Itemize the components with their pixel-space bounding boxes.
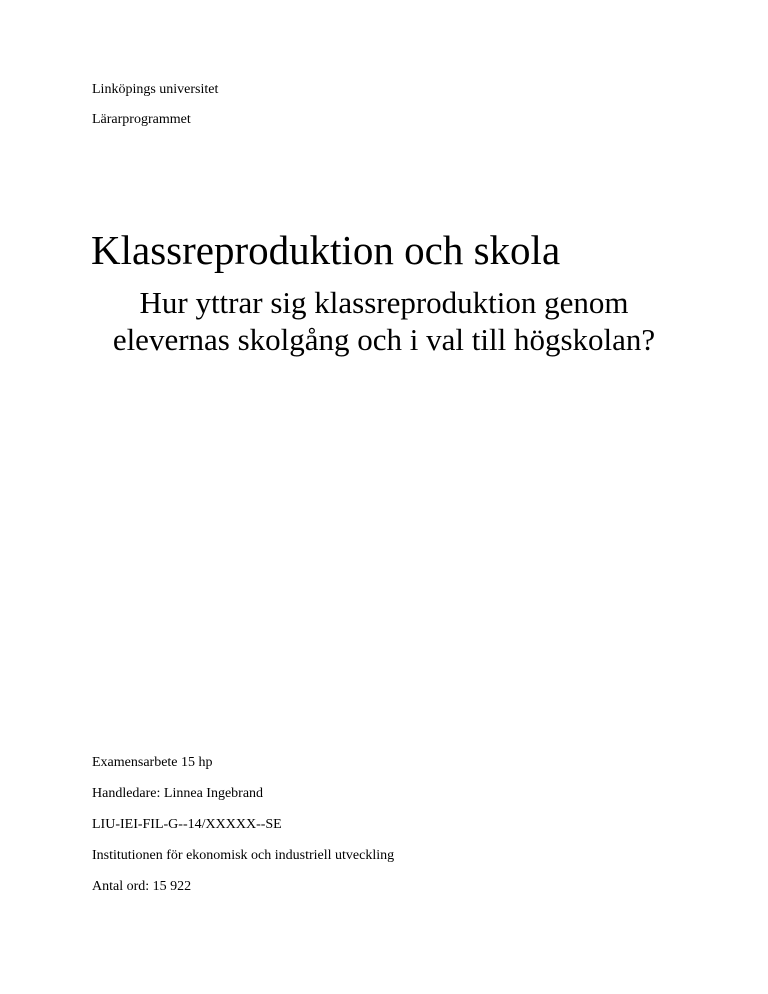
word-count: Antal ord: 15 922 [92, 879, 192, 894]
program-name: Lärarprogrammet [92, 112, 191, 127]
document-title: Klassreproduktion och skola [91, 227, 561, 273]
document-code: LIU-IEI-FIL-G--14/XXXXX--SE [92, 817, 282, 832]
header-block [92, 82, 218, 142]
footer-block [92, 755, 394, 910]
department: Institutionen för ekonomisk och industriell utveckling [92, 848, 395, 863]
supervisor: Handledare: Linnea Ingebrand [92, 786, 264, 801]
exam-credits: Examensarbete 15 hp [92, 755, 213, 770]
university-name: Linköpings universitet [92, 82, 219, 97]
document-subtitle: Hur yttrar sig klassreproduktion genom elevernas skolgång och i val till högskolan? [112, 285, 656, 357]
